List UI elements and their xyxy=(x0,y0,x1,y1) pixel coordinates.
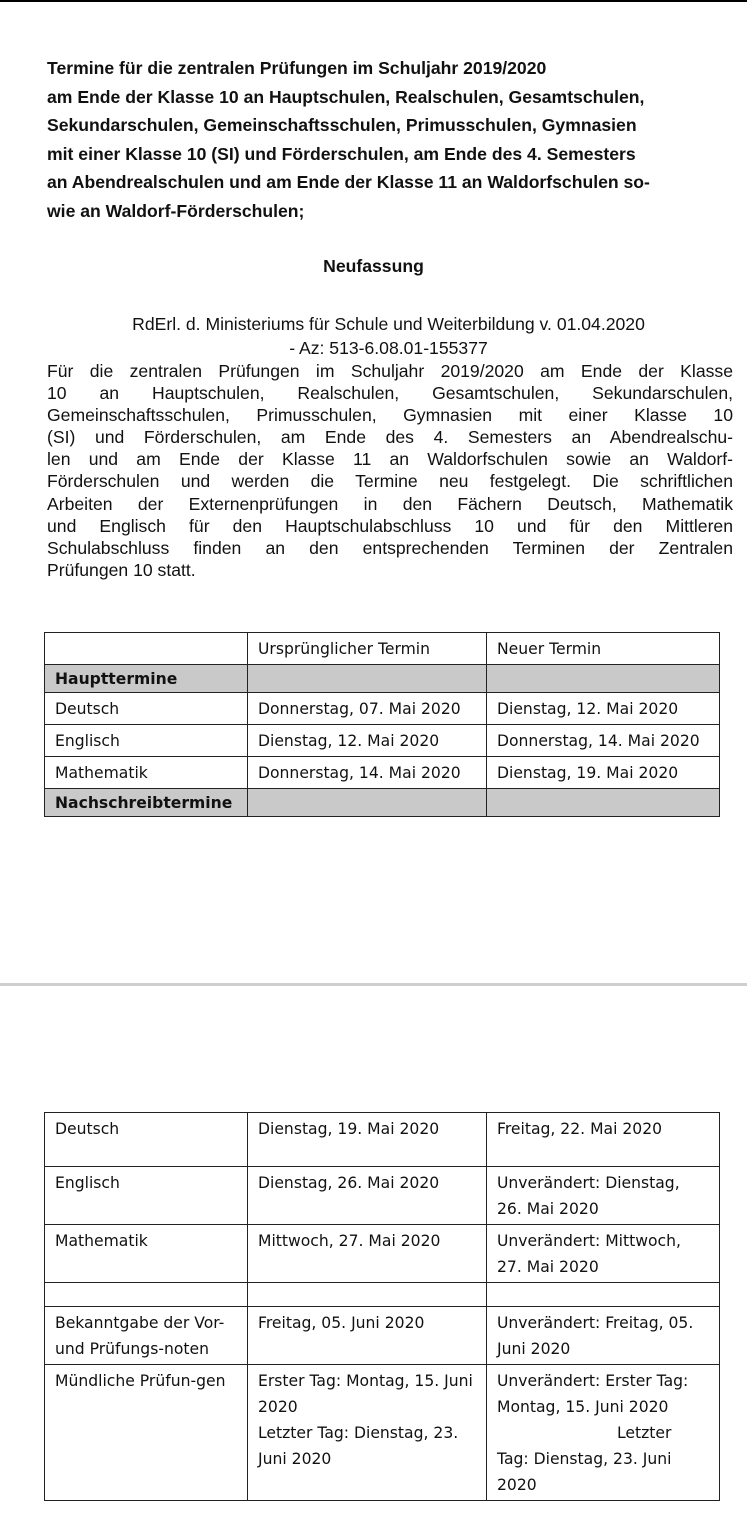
new-date-cell: Unverändert: Mittwoch, 27. Mai 2020 xyxy=(487,1225,720,1283)
body-paragraph xyxy=(47,360,733,581)
table-cell xyxy=(487,1283,720,1307)
new-date-cell: Freitag, 22. Mai 2020 xyxy=(487,1113,720,1167)
title-line: Termine für die zentralen Prüfungen im Schuljahr 2019/2020 xyxy=(47,58,547,78)
table-cell xyxy=(248,665,487,693)
subject-cell: Deutsch xyxy=(45,1113,248,1167)
table-row xyxy=(45,693,720,725)
body-line: (SI) und Förderschulen, am Ende des 4. Semesters an Abendrealschu- xyxy=(47,427,733,448)
subject-cell: Mathematik xyxy=(45,1225,248,1283)
title-line: mit einer Klasse 10 (SI) und Förderschulen, am Ende des 4. Semesters xyxy=(47,143,636,164)
original-date-cell: Donnerstag, 14. Mai 2020 xyxy=(248,757,487,789)
subject-cell: Englisch xyxy=(45,1167,248,1225)
last-day-label: Letzter xyxy=(617,1424,672,1442)
new-date-cell: Dienstag, 19. Mai 2020 xyxy=(487,757,720,789)
subtitle-neufassung: Neufassung xyxy=(323,256,424,276)
original-date-cell: Mittwoch, 27. Mai 2020 xyxy=(248,1225,487,1283)
new-date-cell xyxy=(487,1365,720,1501)
title-line: an Abendrealschulen und am Ende der Klasse 11 an Waldorfschulen so- xyxy=(47,172,650,193)
body-line: und Englisch für den Hauptschulabschluss 10 und für den Mittleren xyxy=(47,515,733,536)
table-header-original: Ursprünglicher Termin xyxy=(248,633,487,665)
first-day-text: Unverändert: Erster Tag: Montag, 15. Juni 2020 xyxy=(497,1372,689,1416)
new-date-cell: Dienstag, 12. Mai 2020 xyxy=(487,693,720,725)
body-line: Für die zentralen Prüfungen im Schuljahr 2019/2020 am Ende der Klasse xyxy=(47,361,733,381)
original-date-cell: Dienstag, 12. Mai 2020 xyxy=(248,725,487,757)
last-day-text: Tag: Dienstag, 23. Juni 2020 xyxy=(497,1450,672,1494)
page-separator xyxy=(0,983,747,986)
table-cell xyxy=(248,1283,487,1307)
file-reference: - Az: 513-6.08.01-155377 xyxy=(289,338,488,358)
section-label: Haupttermine xyxy=(45,665,248,693)
section-row-haupttermine xyxy=(45,665,720,693)
new-date-cell: Donnerstag, 14. Mai 2020 xyxy=(487,725,720,757)
table-cell xyxy=(45,633,248,665)
table-cell xyxy=(248,789,487,817)
body-line: Förderschulen und werden die Termine neu festgelegt. Die schriftlichen xyxy=(47,471,733,492)
table-cell xyxy=(45,1283,248,1307)
last-day-text: Letzter Tag: Dienstag, 23. Juni 2020 xyxy=(258,1424,459,1468)
empty-row xyxy=(45,1283,720,1307)
body-line: 10 an Hauptschulen, Realschulen, Gesamtschulen, Sekundarschulen, xyxy=(47,383,733,404)
subject-cell: Mündliche Prüfun-gen xyxy=(45,1365,248,1501)
original-date-cell xyxy=(248,1365,487,1501)
section-row-nachschreibtermine xyxy=(45,789,720,817)
table-cell xyxy=(487,665,720,693)
first-day-text: Erster Tag: Montag, 15. Juni 2020 xyxy=(258,1372,473,1416)
title-line: Sekundarschulen, Gemeinschaftsschulen, Primusschulen, Gymnasien xyxy=(47,115,637,136)
original-date-cell: Dienstag, 19. Mai 2020 xyxy=(248,1113,487,1167)
top-border-line xyxy=(0,0,747,2)
body-line: Prüfungen 10 statt. xyxy=(47,559,196,580)
body-line: len und am Ende der Klasse 11 an Waldorfschulen sowie an Waldorf- xyxy=(47,449,733,470)
subject-cell: Deutsch xyxy=(45,693,248,725)
schedule-table-continued xyxy=(44,1112,720,1501)
table-row xyxy=(45,1365,720,1501)
table-cell xyxy=(487,789,720,817)
new-date-cell: Unverändert: Dienstag, 26. Mai 2020 xyxy=(487,1167,720,1225)
body-line: Gemeinschaftsschulen, Primusschulen, Gymnasien mit einer Klasse 10 xyxy=(47,405,733,426)
original-date-cell: Donnerstag, 07. Mai 2020 xyxy=(248,693,487,725)
table-row xyxy=(45,1167,720,1225)
original-date-cell: Dienstag, 26. Mai 2020 xyxy=(248,1167,487,1225)
body-line: Schulabschluss finden an den entsprechenden Terminen der Zentralen xyxy=(47,537,733,558)
table-header-new: Neuer Termin xyxy=(487,633,720,665)
subject-cell: Englisch xyxy=(45,725,248,757)
table-row xyxy=(45,1113,720,1167)
table-row xyxy=(45,757,720,789)
section-label: Nachschreibtermine xyxy=(45,789,248,817)
decree-reference: RdErl. d. Ministeriums für Schule und Weiterbildung v. 01.04.2020 xyxy=(132,314,645,334)
original-date-cell: Freitag, 05. Juni 2020 xyxy=(248,1307,487,1365)
title-line: wie an Waldorf-Förderschulen; xyxy=(47,200,305,221)
table-row xyxy=(45,725,720,757)
table-row xyxy=(45,1225,720,1283)
schedule-table-main xyxy=(44,632,720,817)
document-title xyxy=(47,54,737,226)
title-line: am Ende der Klasse 10 an Hauptschulen, Realschulen, Gesamtschulen, xyxy=(47,86,645,107)
table-row xyxy=(45,1307,720,1365)
table-header-row xyxy=(45,633,720,665)
subject-cell: Bekanntgabe der Vor- und Prüfungs-noten xyxy=(45,1307,248,1365)
new-date-cell: Unverändert: Freitag, 05. Juni 2020 xyxy=(487,1307,720,1365)
body-line: Arbeiten der Externenprüfungen in den Fächern Deutsch, Mathematik xyxy=(47,493,733,514)
subject-cell: Mathematik xyxy=(45,757,248,789)
